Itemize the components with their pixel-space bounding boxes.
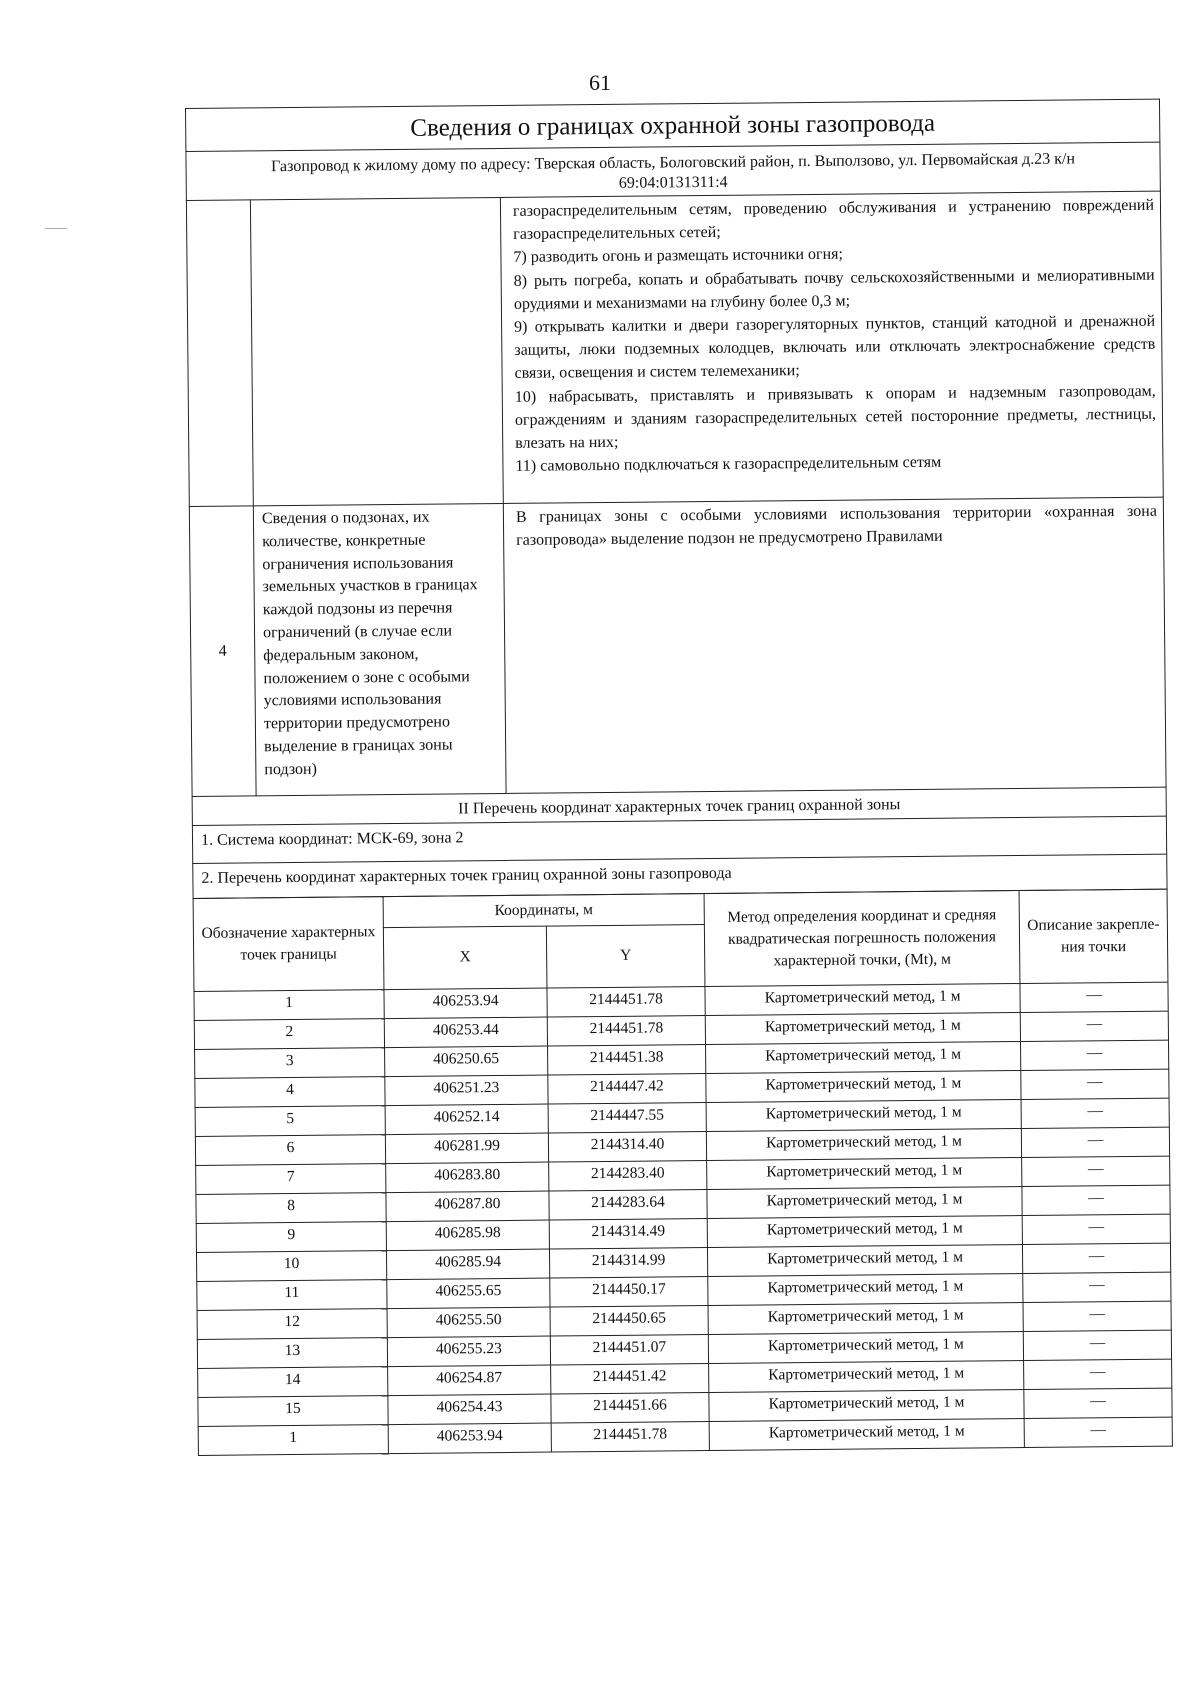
restrictions-list (500, 191, 1163, 503)
coord-x: 406253.44 (384, 1017, 547, 1048)
coord-x: 406254.87 (388, 1365, 551, 1396)
method: Картометрический метод, 1 м (707, 1215, 1022, 1247)
row4-number: 4 (189, 506, 256, 797)
restriction-item: 8) рыть погреба, копать и обрабатывать почву сельскохозяйственными и мелиоративными орудиями и механизмами на глубину более 0,3 м; (513, 266, 1155, 313)
header-coordinates: Координаты, м (383, 893, 704, 927)
coord-x: 406283.80 (386, 1162, 549, 1193)
method: Картометрический метод, 1 м (707, 1244, 1022, 1276)
coord-y: 2144314.49 (549, 1218, 707, 1249)
coord-y: 2144450.17 (550, 1276, 708, 1307)
method: Картометрический метод, 1 м (709, 1389, 1024, 1421)
point-id: 1 (194, 989, 384, 1020)
coord-x: 406253.94 (388, 1423, 551, 1454)
row3-label-cell (250, 197, 503, 505)
coord-y: 2144451.78 (547, 1015, 705, 1046)
method: Картометрический метод, 1 м (709, 1360, 1024, 1392)
point-id: 5 (195, 1105, 385, 1136)
coord-x: 406250.65 (385, 1046, 548, 1077)
document-subtitle: Газопровод к жилому дому по адресу: Тверская область, Бологовский район, п. Выползово, ул. Первомайская д.23 к/н 69:04:0131311:4 (186, 142, 1160, 200)
description: — (1023, 1272, 1171, 1302)
restriction-item: 10) набрасывать, приставлять и привязывать к опорам и надземным газопроводам, ограждениям и зданиям газораспределительных сетей посторонние предметы, лестницы, влезать на них; (514, 382, 1157, 452)
point-id: 12 (197, 1308, 387, 1339)
coord-y: 2144451.38 (548, 1044, 706, 1075)
method: Картометрический метод, 1 м (708, 1273, 1023, 1305)
description: — (1021, 1040, 1169, 1070)
coordinate-system: 1. Система координат: МСК-69, зона 2 (192, 816, 1166, 863)
coord-y: 2144451.42 (551, 1363, 709, 1394)
point-id: 14 (198, 1366, 388, 1397)
method: Картометрический метод, 1 м (708, 1331, 1023, 1363)
coord-x: 406252.14 (385, 1104, 548, 1135)
point-id: 11 (197, 1279, 387, 1310)
point-id: 3 (195, 1047, 385, 1078)
header-point: Обозначение характерных точек границы (193, 896, 384, 991)
method: Картометрический метод, 1 м (705, 1012, 1020, 1044)
section-heading: II Перечень координат характерных точек границ охранной зоны (192, 787, 1166, 825)
description: — (1023, 1301, 1171, 1331)
description: — (1022, 1243, 1170, 1273)
restriction-item: газораспределительным сетям, проведению обслуживания и устранению повреждений газораспределительных сетей; (512, 196, 1155, 244)
coord-x: 406254.43 (388, 1394, 551, 1425)
coord-y: 2144451.66 (551, 1392, 709, 1423)
document-title: Сведения о границах охранной зоны газопровода (186, 99, 1160, 151)
description: — (1020, 982, 1168, 1012)
header-x: X (383, 926, 547, 990)
restriction-item: 7) разводить огонь и размещать источники огня; (513, 246, 844, 267)
coord-y: 2144314.40 (548, 1131, 706, 1162)
point-id: 10 (196, 1250, 386, 1281)
method: Картометрический метод, 1 м (706, 1070, 1021, 1102)
coordinates-table (193, 888, 1173, 1455)
coord-y: 2144283.40 (549, 1160, 707, 1191)
method: Картометрический метод, 1 м (706, 1128, 1021, 1160)
coord-x: 406281.99 (385, 1133, 548, 1164)
header-method: Метод определения координат и средняя квадратическая погрешность положения характерной точки, (Mt), м (704, 890, 1020, 986)
method: Картометрический метод, 1 м (707, 1157, 1022, 1189)
method: Картометрический метод, 1 м (708, 1302, 1023, 1334)
coord-y: 2144314.99 (549, 1247, 707, 1278)
description: — (1024, 1359, 1172, 1389)
header-description: Описание закрепле-ния точки (1019, 889, 1168, 983)
restriction-item: 11) самовольно подключаться к газораспределительным сетям (515, 453, 942, 476)
coord-x: 406251.23 (385, 1075, 548, 1106)
point-id: 9 (196, 1221, 386, 1252)
page-number: 61 (589, 70, 611, 95)
row3-number-cell (186, 200, 253, 507)
description: — (1021, 1098, 1169, 1128)
coord-x: 406285.98 (386, 1220, 549, 1251)
point-id: 15 (198, 1395, 388, 1426)
description: — (1024, 1388, 1172, 1418)
method: Картометрический метод, 1 м (707, 1186, 1022, 1218)
point-id: 4 (195, 1076, 385, 1107)
description: — (1022, 1214, 1170, 1244)
coord-x: 406287.80 (386, 1191, 549, 1222)
coord-y: 2144447.55 (548, 1102, 706, 1133)
point-id: 8 (196, 1192, 386, 1223)
coord-x: 406253.94 (384, 988, 547, 1019)
coord-x: 406255.65 (387, 1278, 550, 1309)
point-id: 1 (198, 1424, 388, 1455)
header-y: Y (546, 924, 705, 988)
method: Картометрический метод, 1 м (705, 983, 1020, 1015)
method: Картометрический метод, 1 м (706, 1099, 1021, 1131)
margin-mark (45, 228, 67, 229)
description: — (1022, 1185, 1170, 1215)
coord-y: 2144283.64 (549, 1189, 707, 1220)
zone-info-table (185, 99, 1168, 899)
description: — (1023, 1330, 1171, 1360)
point-id: 13 (197, 1337, 387, 1368)
coord-x: 406255.23 (387, 1336, 550, 1367)
coord-y: 2144450.65 (550, 1305, 708, 1336)
method: Картометрический метод, 1 м (709, 1418, 1024, 1450)
point-id: 7 (196, 1163, 386, 1194)
coord-y: 2144451.78 (551, 1421, 709, 1452)
coord-y: 2144447.42 (548, 1073, 706, 1104)
description: — (1021, 1127, 1169, 1157)
point-id: 2 (194, 1018, 384, 1049)
restriction-item: 9) открывать калитки и двери газорегуляторных пунктов, станций катодной и дренажной защиты, люки подземных колодцев, включать или отключать электроснабжение средств связи, освещения и систем телемеханики; (514, 312, 1156, 383)
method: Картометрический метод, 1 м (706, 1041, 1021, 1073)
description: — (1021, 1069, 1169, 1099)
coord-x: 406255.50 (387, 1307, 550, 1338)
description: — (1020, 1011, 1168, 1041)
coord-x: 406285.94 (386, 1249, 549, 1280)
coord-y: 2144451.78 (547, 986, 705, 1017)
document-sheet (185, 99, 1173, 1456)
point-id: 6 (195, 1134, 385, 1165)
row4-value: В границах зоны с особыми условиями использования территории «охранная зона газопровода» выделение подзон не предусмотрено Правилами (503, 497, 1166, 793)
coord-y: 2144451.07 (550, 1334, 708, 1365)
coordinates-list-title: 2. Перечень координат характерных точек границ охранной зоны газопровода (193, 854, 1167, 898)
row4-label: Сведения о подзонах, их количестве, конкретные ограничения использования земельных участков в границах каждой подзоны из перечня ограничений (в случае если федеральным законом, положением о зоне с особыми условиями использования территории предусмотрено выделение в границах зоны подзон) (253, 503, 506, 795)
description: — (1024, 1417, 1172, 1447)
description: — (1022, 1156, 1170, 1186)
